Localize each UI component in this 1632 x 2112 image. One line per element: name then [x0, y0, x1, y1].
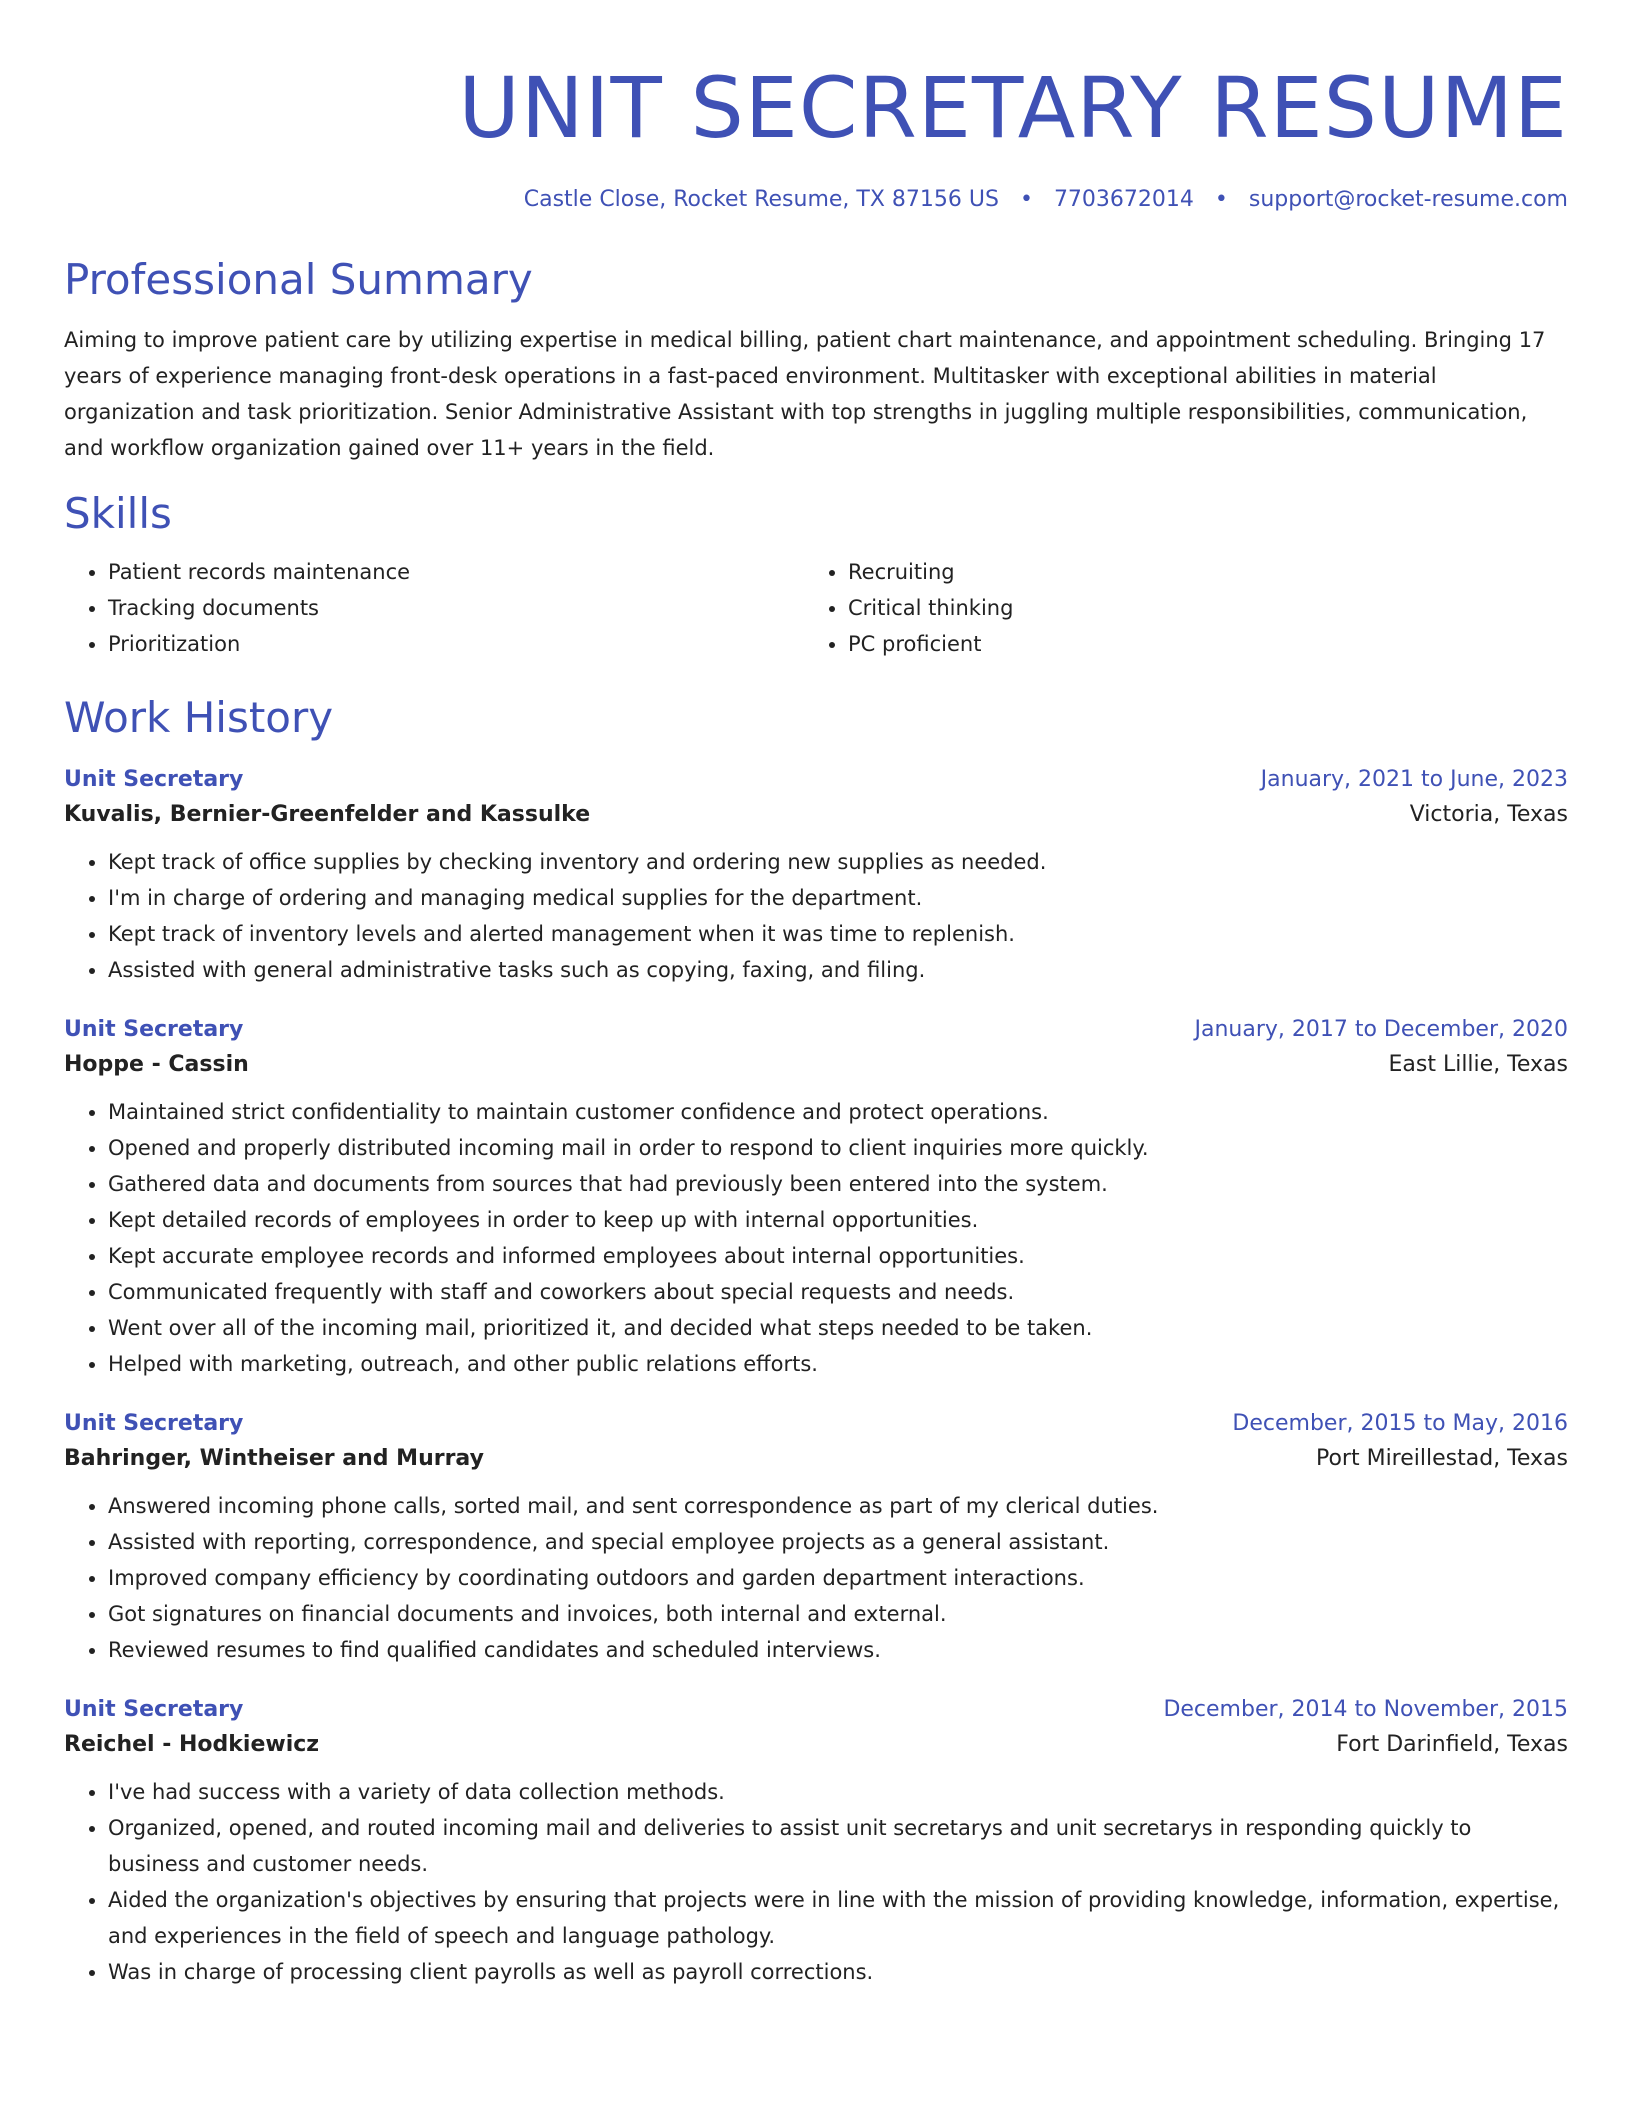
job-bullet: • Kept detailed records of employees in order to keep up with internal opportunities.: [108, 1202, 1568, 1238]
job-company-row: [64, 1046, 1568, 1084]
job-company-row: [64, 1726, 1568, 1764]
job-bullet: • Reviewed resumes to find qualified candidates and scheduled interviews.: [108, 1632, 1568, 1668]
job-entry: [64, 1408, 1568, 1668]
job-title-row: [64, 1408, 1568, 1440]
contact-separator: •: [1019, 187, 1033, 212]
job-bullet: • Kept track of inventory levels and alerted management when it was time to replenish.: [108, 916, 1568, 952]
job-title-row: [64, 1694, 1568, 1726]
contact-phone: 7703672014: [1053, 187, 1194, 212]
job-title: Unit Secretary: [64, 1697, 244, 1722]
job-location: Victoria, Texas: [1409, 802, 1568, 827]
skills-heading: Skills: [64, 489, 172, 538]
summary-heading: Professional Summary: [64, 255, 533, 304]
job-bullets: [64, 844, 1568, 988]
contact-address: Castle Close, Rocket Resume, TX 87156 US: [523, 187, 999, 212]
job-entry: [64, 764, 1568, 988]
job-location: Fort Darinfield, Texas: [1336, 1732, 1568, 1757]
contact-email: support@rocket-resume.com: [1248, 187, 1568, 212]
skill-item: • Critical thinking: [848, 590, 1544, 626]
job-bullets: [64, 1488, 1568, 1668]
job-bullet: • Helped with marketing, outreach, and other public relations efforts.: [108, 1346, 1568, 1382]
skills-list-left: [64, 554, 804, 662]
job-dates: January, 2021 to June, 2023: [1260, 767, 1568, 792]
skills-list-right: [804, 554, 1544, 662]
job-bullet: • Assisted with reporting, correspondence, and special employee projects as a general assistant.: [108, 1524, 1568, 1560]
job-bullet: • Gathered data and documents from sources that had previously been entered into the system.: [108, 1166, 1568, 1202]
job-company-row: [64, 796, 1568, 834]
skill-item: • Prioritization: [108, 626, 804, 662]
job-company: Reichel - Hodkiewicz: [64, 1732, 320, 1757]
job-dates: December, 2015 to May, 2016: [1232, 1411, 1568, 1436]
job-title-row: [64, 1014, 1568, 1046]
job-bullet: • Assisted with general administrative tasks such as copying, faxing, and filing.: [108, 952, 1568, 988]
job-entry: [64, 1014, 1568, 1382]
job-company: Bahringer, Wintheiser and Murray: [64, 1446, 484, 1471]
work-history-heading: Work History: [64, 693, 334, 742]
skill-item: • Tracking documents: [108, 590, 804, 626]
job-bullet: • Went over all of the incoming mail, prioritized it, and decided what steps needed to be taken.: [108, 1310, 1568, 1346]
job-location: Port Mireillestad, Texas: [1315, 1446, 1568, 1471]
job-bullet: • Aided the organization's objectives by ensuring that projects were in line with the mission of providing knowledge, information, expertise, and experiences in the field of speech and language pathology.: [108, 1882, 1568, 1954]
job-bullets: [64, 1094, 1568, 1382]
work-history-section: [64, 692, 1568, 1990]
skill-item: • PC proficient: [848, 626, 1544, 662]
job-bullet: • Got signatures on financial documents and invoices, both internal and external.: [108, 1596, 1568, 1632]
skills-grid: [64, 554, 1568, 662]
job-dates: January, 2017 to December, 2020: [1194, 1017, 1568, 1042]
job-bullet: • Kept track of office supplies by checking inventory and ordering new supplies as needed.: [108, 844, 1568, 880]
summary-section: [64, 254, 1568, 466]
job-bullet: • I'm in charge of ordering and managing medical supplies for the department.: [108, 880, 1568, 916]
summary-text: Aiming to improve patient care by utilizing expertise in medical billing, patient chart maintenance, and appointment scheduling. Bringing 17 years of experience managing front-desk operations in a fast-paced environment. Multitasker with exceptional abilities in material organization and task prioritization. Senior Administrative Assistant with top strengths in juggling multiple responsibilities, communication, and workflow organization gained over 11+ years in the field.: [64, 328, 1546, 460]
job-bullet: • Communicated frequently with staff and coworkers about special requests and needs.: [108, 1274, 1568, 1310]
job-company: Kuvalis, Bernier-Greenfelder and Kassulke: [64, 802, 591, 827]
job-title: Unit Secretary: [64, 1411, 244, 1436]
job-bullet: • Was in charge of processing client payrolls as well as payroll corrections.: [108, 1954, 1568, 1990]
job-bullet: • Maintained strict confidentiality to maintain customer confidence and protect operations.: [108, 1094, 1568, 1130]
job-bullet: • Answered incoming phone calls, sorted mail, and sent correspondence as part of my clerical duties.: [108, 1488, 1568, 1524]
job-location: East Lillie, Texas: [1388, 1052, 1568, 1077]
skill-item: • Patient records maintenance: [108, 554, 804, 590]
job-dates: December, 2014 to November, 2015: [1163, 1697, 1568, 1722]
job-entry: [64, 1694, 1568, 1990]
job-bullet: • Organized, opened, and routed incoming mail and deliveries to assist unit secretarys and unit secretarys in responding quickly to business and customer needs.: [108, 1810, 1568, 1882]
job-bullet: • Opened and properly distributed incoming mail in order to respond to client inquiries more quickly.: [108, 1130, 1568, 1166]
job-bullet: • Kept accurate employee records and informed employees about internal opportunities.: [108, 1238, 1568, 1274]
contact-separator: •: [1214, 187, 1228, 212]
job-title: Unit Secretary: [64, 1017, 244, 1042]
job-title-row: [64, 764, 1568, 796]
job-bullet: • Improved company efficiency by coordinating outdoors and garden department interactions.: [108, 1560, 1568, 1596]
contact-line: [64, 184, 1568, 216]
skill-item: • Recruiting: [848, 554, 1544, 590]
job-title: Unit Secretary: [64, 767, 244, 792]
job-bullet: • I've had success with a variety of data collection methods.: [108, 1774, 1568, 1810]
skills-section: [64, 488, 1568, 662]
job-company: Hoppe - Cassin: [64, 1052, 249, 1077]
job-bullets: [64, 1774, 1568, 1990]
resume-title: UNIT SECRETARY RESUME: [458, 59, 1568, 157]
job-company-row: [64, 1440, 1568, 1478]
